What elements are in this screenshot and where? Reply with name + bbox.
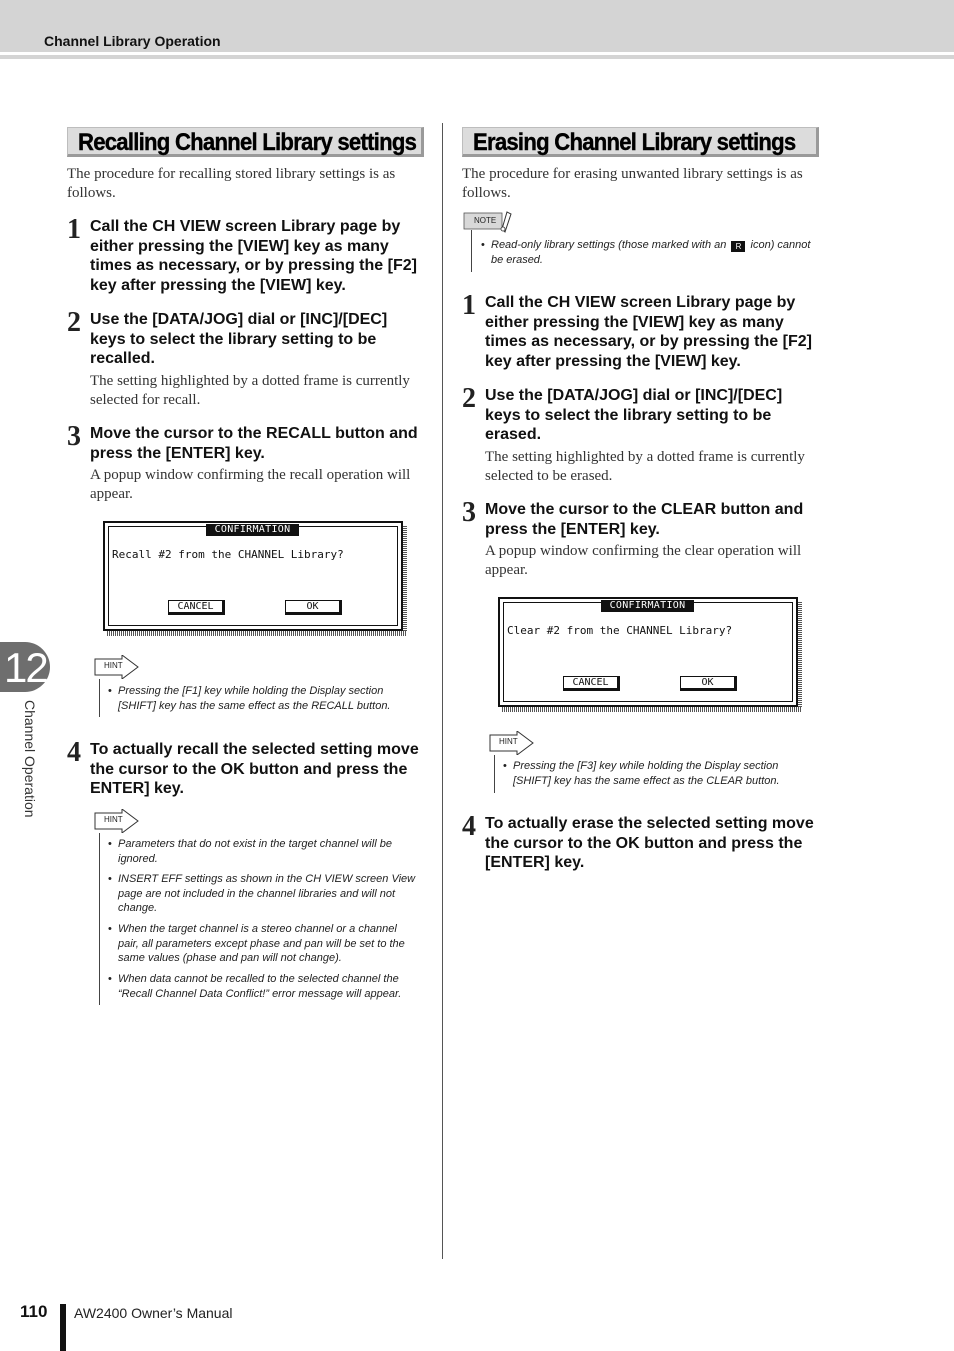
- hint-icon: HINT: [94, 809, 140, 833]
- running-header: Channel Library Operation: [44, 33, 221, 49]
- hint-item: • Parameters that do not exist in the target channel will be ignored.: [108, 838, 392, 865]
- section-title-erase: [462, 127, 819, 157]
- step-number: 4: [67, 737, 81, 768]
- footer-bar: [60, 1304, 66, 1351]
- step-heading: To actually erase the selected setting move the cursor to the OK button and press the [ENTER] key.: [485, 815, 814, 871]
- step-number: 4: [462, 811, 476, 842]
- note-item: • Read-only library settings (those marked with an R icon) cannot be erased.: [481, 239, 811, 266]
- popup-title: CONFIRMATION: [601, 600, 694, 612]
- hint-item: • When the target channel is a stereo channel or a channel pair, all parameters except phase and pan will be set to the same values (phase and pan will not change).: [108, 923, 405, 964]
- header-rule: [0, 55, 954, 59]
- step-body: The setting highlighted by a dotted frame is currently selected for recall.: [90, 373, 410, 408]
- hint-item: • When data cannot be recalled to the selected channel the “Recall Channel Data Conflict!” error message will appear.: [108, 973, 402, 1000]
- step-number: 2: [67, 307, 81, 338]
- column-divider: [442, 123, 443, 1259]
- ok-button[interactable]: OK: [680, 676, 737, 691]
- step-heading: Call the CH VIEW screen Library page by either pressing the [VIEW] key as many times as necessary, or by pressing the [F2] key after pressing the [VIEW] key.: [90, 218, 417, 294]
- step-heading: Use the [DATA/JOG] dial or [INC]/[DEC] keys to select the library setting to be recalled.: [90, 311, 388, 367]
- chapter-label: Channel Operation: [22, 700, 38, 818]
- step-heading: Call the CH VIEW screen Library page by either pressing the [VIEW] key as many times as necessary, or by pressing the [F2] key after pressing the [VIEW] key.: [485, 294, 812, 370]
- step-body: A popup window confirming the recall operation will appear.: [90, 467, 411, 502]
- step-heading: To actually recall the selected setting move the cursor to the OK button and press the ENTER] key.: [90, 741, 419, 797]
- hint-rule: [99, 679, 100, 717]
- step-number: 2: [462, 383, 476, 414]
- note-icon: NOTE: [463, 210, 513, 234]
- confirmation-popup: [103, 521, 407, 636]
- section-title-text: Erasing Channel Library settings: [473, 129, 796, 156]
- intro-text: The procedure for erasing unwanted library settings is as follows.: [462, 166, 803, 201]
- popup-message: Clear #2 from the CHANNEL Library?: [507, 624, 733, 637]
- hint-icon: HINT: [94, 655, 140, 679]
- step-number: 1: [462, 290, 476, 321]
- hint-icon: HINT: [489, 731, 535, 755]
- page-number: 110: [20, 1302, 48, 1321]
- step-heading: Use the [DATA/JOG] dial or [INC]/[DEC] keys to select the library setting to be erased.: [485, 387, 783, 443]
- cancel-button[interactable]: CANCEL: [563, 676, 620, 691]
- hint-rule: [99, 833, 100, 1005]
- hint-rule: [494, 755, 495, 793]
- step-body: The setting highlighted by a dotted frame is currently selected to be erased.: [485, 449, 805, 484]
- step-heading: Move the cursor to the CLEAR button and press the [ENTER] key.: [485, 501, 804, 538]
- popup-title: CONFIRMATION: [206, 524, 299, 536]
- confirmation-popup: [498, 597, 802, 712]
- read-only-icon: R: [731, 241, 745, 252]
- intro-text: The procedure for recalling stored library settings is as follows.: [67, 166, 396, 201]
- note-rule: [471, 230, 472, 272]
- chapter-number: 12: [4, 644, 47, 691]
- manual-title: AW2400 Owner’s Manual: [74, 1305, 233, 1321]
- hint-item: • INSERT EFF settings as shown in the CH VIEW screen View page are not included in the channel libraries and will not change.: [108, 873, 416, 914]
- step-heading: Move the cursor to the RECALL button and press the [ENTER] key.: [90, 425, 418, 462]
- section-title-text: Recalling Channel Library settings: [78, 129, 417, 156]
- ok-button[interactable]: OK: [285, 600, 342, 615]
- step-body: A popup window confirming the clear operation will appear.: [485, 543, 802, 578]
- step-number: 3: [67, 421, 81, 452]
- section-title-recall: [67, 127, 424, 157]
- step-number: 1: [67, 214, 81, 245]
- popup-message: Recall #2 from the CHANNEL Library?: [112, 548, 344, 561]
- step-number: 3: [462, 497, 476, 528]
- hint-item: • Pressing the [F3] key while holding the Display section [SHIFT] key has the same effect as the CLEAR button.: [503, 760, 780, 787]
- hint-item: • Pressing the [F1] key while holding the Display section [SHIFT] key has the same effect as the RECALL button.: [108, 685, 391, 712]
- cancel-button[interactable]: CANCEL: [168, 600, 225, 615]
